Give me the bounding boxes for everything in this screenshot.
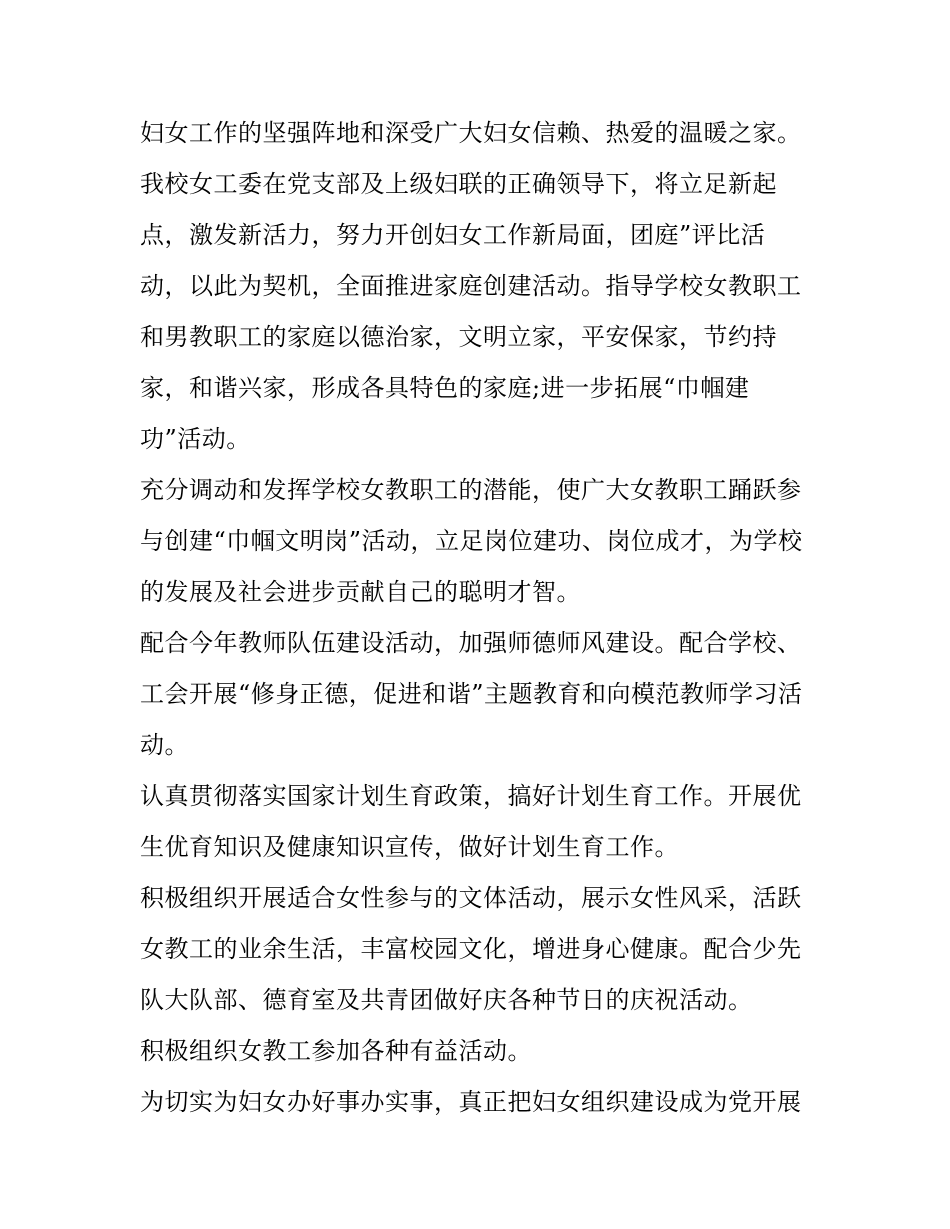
- document-body: [140, 108, 820, 1128]
- text-line: 与创建“巾帼文明岗”活动，立足岗位建功、岗位成才，为学校: [140, 527, 803, 555]
- text-line: 配合今年教师队伍建设活动，加强师德师风建设。配合学校、: [140, 629, 802, 657]
- text-line: 动，以此为契机，全面推进家庭创建活动。指导学校女教职工: [140, 272, 802, 300]
- text-line: 家，和谐兴家，形成各具特色的家庭;进一步拓展“巾帼建: [140, 374, 750, 402]
- text-line: 充分调动和发挥学校女教职工的潜能，使广大女教职工踊跃参: [140, 476, 802, 504]
- text-line: 认真贯彻落实国家计划生育政策，搞好计划生育工作。开展优: [140, 782, 802, 810]
- text-line: 动。: [140, 731, 189, 759]
- text-line: 我校女工委在党支部及上级妇联的正确领导下，将立足新起: [140, 170, 777, 198]
- text-line: 和男教职工的家庭以德治家，文明立家，平安保家，节约持: [140, 323, 777, 351]
- text-line: 功”活动。: [140, 425, 251, 453]
- text-line: 点，激发新活力，努力开创妇女工作新局面，团庭”评比活: [140, 221, 766, 249]
- text-line: 工会开展“修身正德，促进和谐”主题教育和向模范教师学习活: [140, 680, 803, 708]
- text-line: 的发展及社会进步贡献自己的聪明才智。: [140, 578, 581, 606]
- text-line: 积极组织开展适合女性参与的文体活动，展示女性风采，活跃: [140, 884, 802, 912]
- text-line: 生优育知识及健康知识宣传，做好计划生育工作。: [140, 833, 679, 861]
- text-line: 积极组织女教工参加各种有益活动。: [140, 1037, 532, 1065]
- text-line: 队大队部、德育室及共青团做好庆各种节日的庆祝活动。: [140, 986, 753, 1014]
- text-line: 妇女工作的坚强阵地和深受广大妇女信赖、热爱的温暖之家。: [140, 119, 802, 147]
- text-line: 女教工的业余生活，丰富校园文化，增进身心健康。配合少先: [140, 935, 802, 963]
- text-line: 为切实为妇女办好事办实事，真正把妇女组织建设成为党开展: [140, 1088, 802, 1116]
